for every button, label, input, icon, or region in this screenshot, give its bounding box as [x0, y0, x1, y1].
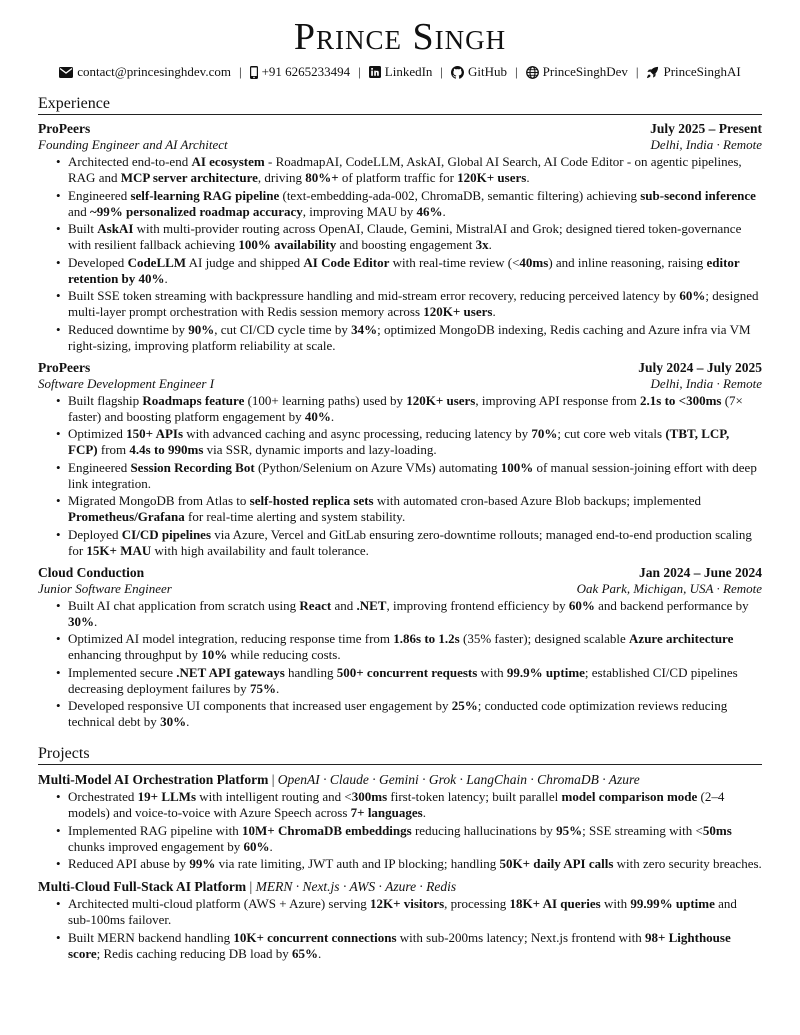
project-stack: MERN · Next.js · AWS · Azure · Redis — [255, 879, 457, 894]
contact-separator: | — [358, 64, 361, 79]
project-header — [38, 771, 762, 788]
bullet-item: • Architected end-to-end AI ecosystem - RoadmapAI, CodeLLM, AskAI, Global AI Search, AI Code Editor - on agentic pipelines, RAG and MCP server architecture, driving 80%+ of platform traffic for 120K+ users. — [68, 154, 762, 186]
job-role: Software Development Engineer I — [38, 375, 215, 391]
contact-item-globe[interactable] — [526, 64, 628, 80]
job-role: Junior Software Engineer — [38, 580, 172, 596]
job-entry — [38, 120, 762, 354]
job-bullets — [38, 393, 762, 559]
bullet-item: • Developed responsive UI components that increased user engagement by 25%; conducted code optimization reviews reducing technical debt by 30%. — [68, 698, 762, 730]
experience-section-title: Experience — [38, 94, 762, 115]
contact-text: LinkedIn — [384, 64, 433, 79]
resume-page — [38, 14, 762, 963]
bullet-item: • Orchestrated 19+ LLMs with intelligent routing and <300ms first-token latency; built parallel model comparison mode (2–4 models) and voice-to-voice with Azure Speech across 7+ languages. — [68, 789, 762, 821]
bullet-item: • Built SSE token streaming with backpressure handling and mid-stream error recovery, reducing perceived latency by 60%; designed multi-layer prompt orchestration with Redis session memory across 120K+ users. — [68, 288, 762, 320]
project-header — [38, 878, 762, 895]
job-dates: July 2025 – Present — [650, 121, 762, 136]
contact-item-github[interactable] — [451, 64, 507, 80]
job-header — [38, 359, 762, 376]
projects-section-title: Projects — [38, 744, 762, 765]
bullet-item: • Deployed CI/CD pipelines via Azure, Vercel and GitLab ensuring zero-downtime rollouts; managed end-to-end production scaling for 15K+ MAU with high availability and fault tolerance. — [68, 527, 762, 559]
bullet-item: • Built AskAI with multi-provider routing across OpenAI, Claude, Gemini, MistralAI and Grok; designed tiered token-governance with resilient fallback achieving 100% availability and boosting engagement 3x. — [68, 221, 762, 253]
bullet-item: • Implemented secure .NET API gateways handling 500+ concurrent requests with 99.9% uptime; established CI/CD pipelines decreasing deployment failures by 75%. — [68, 665, 762, 697]
project-separator: | — [268, 772, 278, 787]
job-location: Delhi, India · Remote — [650, 137, 762, 152]
bullet-item: • Implemented RAG pipeline with 10M+ ChromaDB embeddings reducing hallucinations by 95%; SSE streaming with <50ms chunks improved engagement by 60%. — [68, 823, 762, 855]
job-subheader — [38, 581, 762, 597]
bullet-item: • Architected multi-cloud platform (AWS + Azure) serving 12K+ visitors, processing 18K+ AI queries with 99.99% uptime and sub-100ms failover. — [68, 896, 762, 928]
project-name: Multi-Model AI Orchestration Platform — [38, 772, 269, 787]
bullet-item: • Built MERN backend handling 10K+ concurrent connections with sub-200ms latency; Next.js frontend with 98+ Lighthouse score; Redis caching reducing DB load by 65%. — [68, 930, 762, 962]
contact-text: PrinceSinghAI — [663, 64, 741, 79]
project-entry — [38, 878, 762, 962]
job-bullets — [38, 598, 762, 731]
linkedin-icon — [369, 66, 381, 78]
bullet-item: • Developed CodeLLM AI judge and shipped AI Code Editor with real-time review (<40ms) and inline reasoning, raising editor retention by 40%. — [68, 255, 762, 287]
bullet-item: • Engineered Session Recording Bot (Python/Selenium on Azure VMs) automating 100% of manual session-joining effort with deep link integration. — [68, 460, 762, 492]
contact-text: contact@princesinghdev.com — [77, 64, 231, 79]
globe-icon — [526, 66, 539, 79]
contact-separator: | — [238, 64, 242, 79]
bullet-item: • Optimized AI model integration, reducing response time from 1.86s to 1.2s (35% faster); designed scalable Azure architecture enhancing throughput by 10% while reducing costs. — [68, 631, 762, 663]
job-subheader — [38, 137, 762, 153]
company-name: ProPeers — [38, 359, 91, 375]
contact-separator: | — [440, 64, 444, 79]
company-name: Cloud Conduction — [38, 564, 145, 580]
contact-item-rocket[interactable] — [646, 64, 740, 80]
job-dates: Jan 2024 – June 2024 — [638, 564, 762, 580]
contact-item-phone[interactable] — [250, 64, 351, 80]
job-location: Delhi, India · Remote — [650, 375, 762, 391]
job-entry — [38, 359, 762, 559]
contact-item-linkedin[interactable] — [369, 64, 433, 80]
contact-text: +91 6265233494 — [261, 64, 351, 79]
bullet-item: • Built flagship Roadmaps feature (100+ learning paths) used by 120K+ users, improving API response from 2.1s to <300ms (7× faster) and boosting platform engagement by 40%. — [68, 393, 762, 425]
job-dates: July 2024 – July 2025 — [638, 359, 762, 375]
job-role: Founding Engineer and AI Architect — [38, 137, 228, 152]
contact-bar — [38, 62, 762, 82]
bullet-item: • Engineered self-learning RAG pipeline (text-embedding-ada-002, ChromaDB, semantic filtering) achieving sub-second inference and ~99% personalized roadmap accuracy, improving MAU by 46%. — [68, 188, 762, 220]
phone-icon — [250, 66, 258, 79]
experience-list — [38, 120, 762, 730]
candidate-name: Prince Singh — [293, 16, 507, 58]
contact-separator: | — [515, 64, 518, 79]
contact-text: PrinceSinghDev — [542, 64, 628, 79]
envelope-icon — [59, 67, 73, 78]
contact-text: GitHub — [468, 64, 508, 79]
bullet-item: • Reduced downtime by 90%, cut CI/CD cycle time by 34%; optimized MongoDB indexing, Redis caching and Azure infra via VM right-sizing, improving platform reliability at scale. — [68, 322, 762, 354]
project-name: Multi-Cloud Full-Stack AI Platform — [38, 879, 247, 894]
job-location: Oak Park, Michigan, USA · Remote — [576, 580, 762, 596]
contact-separator: | — [635, 64, 639, 79]
projects-list — [38, 771, 762, 962]
job-bullets — [38, 154, 762, 354]
project-bullets — [38, 896, 762, 962]
bullet-item: • Built AI chat application from scratch using React and .NET, improving frontend efficiency by 60% and backend performance by 30%. — [68, 598, 762, 630]
job-header — [38, 564, 762, 581]
bullet-item: • Migrated MongoDB from Atlas to self-hosted replica sets with automated cron-based Azure Blob backups; implemented Prometheus/Grafana for real-time alerting and system stability. — [68, 493, 762, 525]
bullet-item: • Reduced API abuse by 99% via rate limiting, JWT auth and IP blocking; handling 50K+ daily API calls with zero security breaches. — [68, 856, 762, 872]
rocket-icon — [646, 66, 659, 79]
job-header — [38, 120, 762, 137]
job-subheader — [38, 376, 762, 392]
job-entry — [38, 564, 762, 731]
project-separator: | — [246, 879, 256, 894]
project-stack: OpenAI · Claude · Gemini · Grok · LangChain · ChromaDB · Azure — [277, 772, 640, 787]
github-icon — [451, 66, 464, 79]
project-bullets — [38, 789, 762, 872]
company-name: ProPeers — [38, 121, 91, 136]
bullet-item: • Optimized 150+ APIs with advanced caching and async processing, reducing latency by 70%; cut core web vitals (TBT, LCP, FCP) from 4.4s to 990ms via SSR, dynamic imports and lazy-loading. — [68, 426, 762, 458]
contact-item-envelope[interactable] — [59, 64, 231, 80]
project-entry — [38, 771, 762, 872]
